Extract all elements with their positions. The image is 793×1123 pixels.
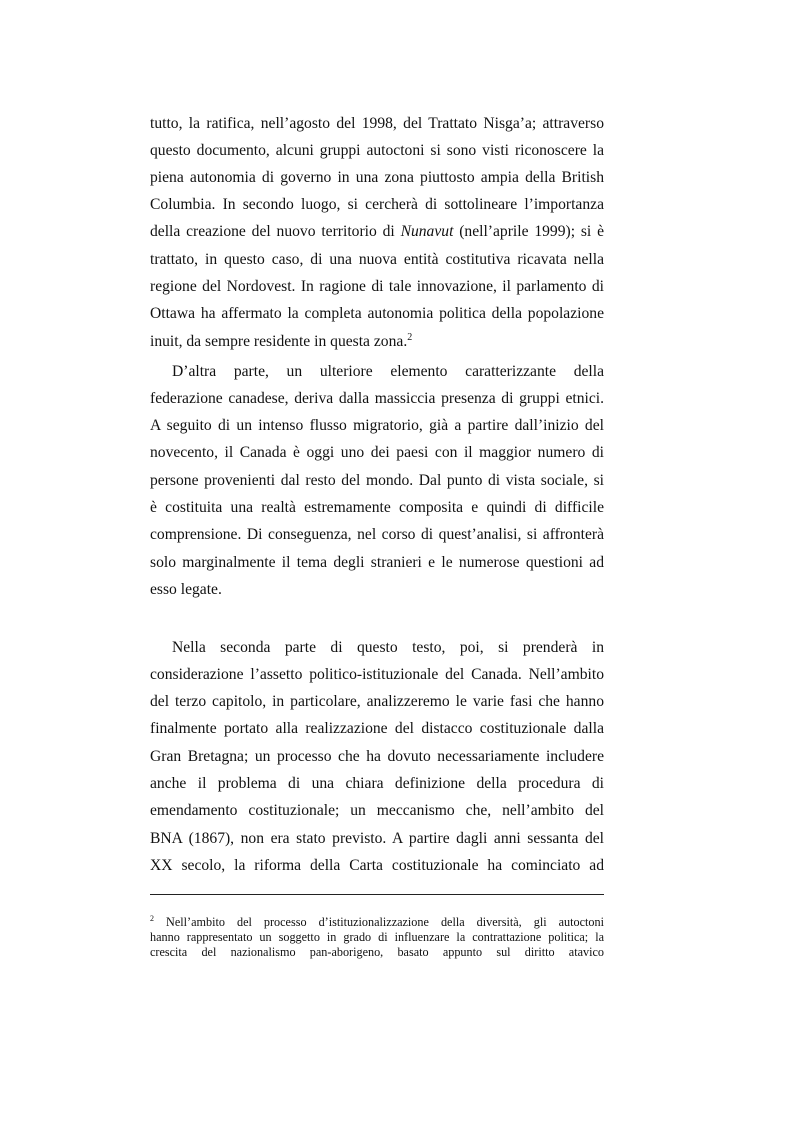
body-line: novecento, il Canada è oggi uno dei paesi con il maggior numero di bbox=[150, 444, 604, 461]
body-line: considerazione l’assetto politico-istituzionale del Canada. Nell’ambito bbox=[150, 666, 604, 683]
body-line bbox=[150, 332, 604, 352]
body-line: federazione canadese, deriva dalla massiccia presenza di gruppi etnici. bbox=[150, 390, 604, 407]
footnote-line bbox=[150, 915, 604, 930]
body-line: esso legate. bbox=[150, 581, 222, 598]
body-line: Ottawa ha affermato la completa autonomia politica della popolazione bbox=[150, 305, 604, 322]
body-text: (nell’aprile 1999); si è bbox=[453, 223, 604, 240]
body-line: XX secolo, la riforma della Carta costituzionale ha cominciato ad bbox=[150, 857, 604, 874]
footnote-line: hanno rappresentato un soggetto in grado di influenzare la contrattazione politica; la bbox=[150, 930, 604, 944]
paragraph-first-line: Nella seconda parte di questo testo, poi, si prenderà in bbox=[172, 639, 604, 656]
footnote-separator bbox=[150, 894, 604, 895]
body-line: solo marginalmente il tema degli stranieri e le numerose questioni ad bbox=[150, 554, 604, 571]
nunavut-italic: Nunavut bbox=[400, 223, 454, 240]
body-line: è costituita una realtà estremamente composita e quindi di difficile bbox=[150, 499, 604, 516]
body-line: persone provenienti dal resto del mondo. Dal punto di vista sociale, si bbox=[150, 472, 604, 489]
footnote-text: Nell’ambito del processo d’istituzionalizzazione della diversità, gli autoctoni bbox=[154, 915, 604, 929]
footnote-line: crescita del nazionalismo pan-aborigeno, basato appunto sul diritto atavico bbox=[150, 945, 604, 959]
body-text: inuit, da sempre residente in questa zona. bbox=[150, 333, 408, 350]
body-line: finalmente portato alla realizzazione del distacco costituzionale dalla bbox=[150, 720, 604, 737]
footnote-number: 2 bbox=[150, 914, 154, 923]
paragraph-first-line: D’altra parte, un ulteriore elemento caratterizzante della bbox=[172, 363, 604, 380]
body-line: Columbia. In secondo luogo, si cercherà di sottolineare l’importanza bbox=[150, 196, 604, 213]
body-line: regione del Nordovest. In ragione di tale innovazione, il parlamento di bbox=[150, 278, 604, 295]
body-line: del terzo capitolo, in particolare, analizzeremo le varie fasi che hanno bbox=[150, 693, 604, 710]
body-line: questo documento, alcuni gruppi autoctoni si sono visti riconoscere la bbox=[150, 142, 604, 159]
body-line: tutto, la ratifica, nell’agosto del 1998, del Trattato Nisga’a; attraverso bbox=[150, 115, 604, 132]
body-line: BNA (1867), non era stato previsto. A partire dagli anni sessanta del bbox=[150, 830, 604, 847]
body-line bbox=[150, 222, 604, 242]
body-line: emendamento costituzionale; un meccanismo che, nell’ambito del bbox=[150, 802, 604, 819]
body-line: piena autonomia di governo in una zona piuttosto ampia della British bbox=[150, 169, 604, 186]
body-line: anche il problema di una chiara definizione della procedura di bbox=[150, 775, 604, 792]
footnote-reference: 2 bbox=[407, 332, 413, 343]
body-line: A seguito di un intenso flusso migratorio, già a partire dall’inizio del bbox=[150, 417, 604, 434]
body-line: trattato, in questo caso, di una nuova entità costitutiva ricavata nella bbox=[150, 251, 604, 268]
body-text: della creazione del nuovo territorio di bbox=[150, 223, 401, 240]
body-line: comprensione. Di conseguenza, nel corso di quest’analisi, si affronterà bbox=[150, 526, 604, 543]
body-line: Gran Bretagna; un processo che ha dovuto necessariamente includere bbox=[150, 748, 604, 765]
